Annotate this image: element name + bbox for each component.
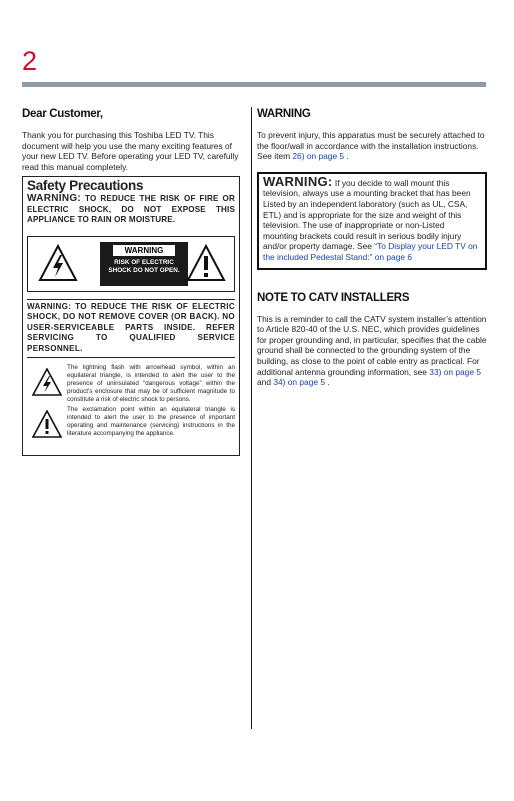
exclamation-explanation	[27, 406, 235, 438]
page-number: 2	[22, 46, 38, 76]
catv-paragraph	[257, 314, 487, 388]
column-divider	[251, 107, 252, 729]
catv-and: and	[257, 377, 274, 388]
exclamation-explanation-text: The exclamation point within an equilateral triangle is intended to alert the user to the presence of important operating and maintenance (servicing) instructions in the literature accompanying the appliance.	[67, 405, 235, 437]
intro-paragraph: Thank you for purchasing this Toshiba LED TV. This document will help you use the many exciting features of your new LED TV. Before operating your LED TV, carefully read this manual completely.	[22, 130, 239, 172]
safety-title: Safety Precautions	[27, 178, 144, 194]
panel-warning-label: WARNING	[113, 245, 175, 256]
fire-shock-warning-text: TO REDUCE THE RISK OF FIRE OR ELECTRIC SHOCK, DO NOT EXPOSE THIS APPLIANCE TO RAIN OR MOISTURE.	[27, 194, 235, 225]
wall-mount-warning-text	[263, 173, 479, 263]
lightning-explanation-text: The lightning flash with arrowhead symbol, within an equilateral triangle, is intended to alert the user to the presence of uninsulated “dangerous voltage” within the product’s enclosure that may be of sufficient magnitude to constitute a risk of electric shock to persons.	[67, 363, 235, 403]
fire-shock-warning-label: WARNING:	[27, 193, 82, 205]
fire-shock-warning	[27, 194, 235, 225]
warning-heading: WARNING	[257, 108, 311, 120]
lightning-explanation	[27, 364, 235, 404]
remove-cover-warning: WARNING: TO REDUCE THE RISK OF ELECTRIC SHOCK, DO NOT REMOVE COVER (OR BACK). NO USER-SERVICEABLE PARTS INSIDE. REFER SERVICING TO QUALIFIED SERVICE PERSONNEL.	[27, 299, 235, 358]
risk-label-block	[100, 242, 188, 286]
left-column	[22, 108, 240, 456]
lightning-symbol-icon	[27, 364, 67, 404]
exclamation-symbol-icon	[27, 406, 67, 438]
catv-heading: NOTE TO CATV INSTALLERS	[257, 291, 410, 304]
item-33-link[interactable]: 33) on page 5	[429, 366, 481, 377]
wall-mount-warning-label: WARNING:	[263, 173, 333, 189]
lightning-triangle-icon	[38, 244, 78, 287]
pedestal-stand-link[interactable]: “To Display your LED TV on the included Pedestal Stand:” on page 6	[263, 241, 478, 262]
panel-message-line2: SHOCK DO NOT OPEN.	[108, 266, 180, 274]
warning-paragraph-end: .	[344, 151, 349, 162]
item-34-link[interactable]: 34) on page 5	[273, 377, 326, 388]
safety-precautions-box	[22, 176, 240, 456]
header-rule	[22, 82, 486, 87]
catv-end: .	[325, 377, 330, 388]
wall-mount-warning-box	[257, 172, 487, 270]
catv-section	[257, 292, 487, 388]
dear-customer-heading: Dear Customer,	[22, 108, 103, 120]
wall-mount-warning-body: If you decide to wall mount this television, always use a mounting bracket that has been Listed by an independent laboratory (such as UL, CSA, ETL) and is appropriate for the size and weight of this television. The use of inappropriate or non-Listed mounting brackets could result in serious bodily injury and/or property damage. See	[263, 177, 471, 252]
catv-paragraph-text: This is a reminder to call the CATV system installer’s attention to Article 820-40 of the U.S. NEC, which provides guidelines for proper grounding and, in particular, specifies that the cable ground shall be connected to the grounding system of the building, as close to the point of cable entry as practical. For additional antenna grounding information, see	[257, 313, 487, 377]
shock-warning-panel	[27, 236, 235, 292]
warning-paragraph-text: To prevent injury, this apparatus must be securely attached to the floor/wall in accordance with the installation instructions. See item	[257, 130, 485, 162]
panel-message-line1: RISK OF ELECTRIC	[114, 258, 174, 266]
item-26-link[interactable]: 26) on page 5	[292, 151, 345, 162]
warning-paragraph	[257, 130, 487, 162]
right-column	[257, 108, 487, 388]
exclamation-triangle-icon	[186, 244, 226, 287]
